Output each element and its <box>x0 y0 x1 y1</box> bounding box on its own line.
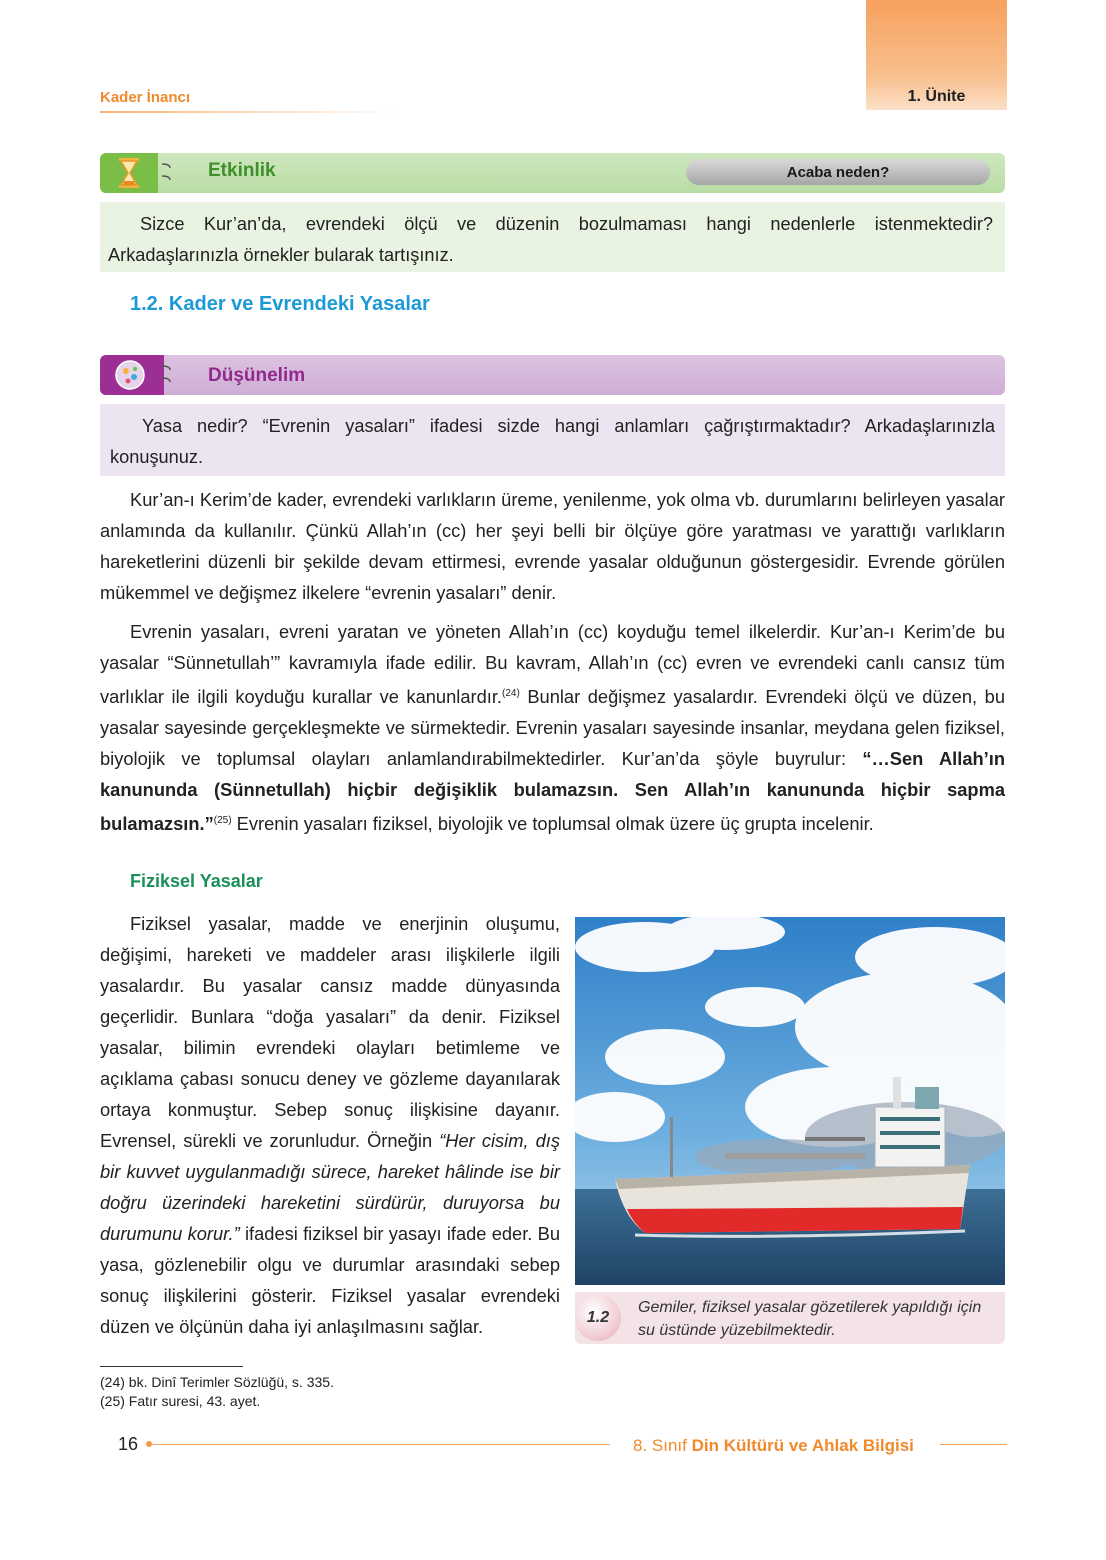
footnote-ref: (25) <box>213 815 232 827</box>
figure-number: 1.2 <box>575 1295 621 1341</box>
paragraph-1: Kur’an-ı Kerim’de kader, evrendeki varlıkların üreme, yenilenme, yok olma vb. durumlarını belirleyen yasalar anlamında da kullanılır. Çünkü Allah’ın (cc) her şeyi belli bir ölçüye göre yaratması ve yarattığı varlıkların hareketlerini düzenli bir şekilde devam ettirmesi, evrende yasalar olduğunun göstergesidir. Evrende görülen mükemmel ve değişmez ilkelere “evrenin yasaları” denir. <box>100 489 1005 603</box>
activity-tag: Acaba neden? <box>686 159 990 185</box>
quran-quote: “…Sen Allah’ın kanununda (Sünnetullah) hiçbir değişiklik bulamazsın. Sen Allah’ın kanununda hiçbir sapma bulamazsın.” <box>100 748 1005 835</box>
paragraph-2-text: Evrenin yasaları fiziksel, biyolojik ve toplumsal olmak üzere üç grupta incelenir. <box>231 813 874 835</box>
paragraph-2-text: Bunlar değişmez yasalardır. Evrendeki ölçü ve düzen, bu yasalar sayesinde gerçekleşmekte ve sürmektedir. Evrenin yasaları sayesinde insanlar, meydana gelen fiziksel, biyolojik ve toplumsal olayları anlamlandırabilmektedirler. Kur’an’da şöyle buyrulur: <box>100 686 1005 770</box>
footnote-ref: (24) <box>501 688 520 699</box>
book-name: Din Kültürü ve Ahlak Bilgisi <box>691 1436 914 1455</box>
paragraph-2-text: Evrenin yasaları, evreni yaratan ve yöneten Allah’ın (cc) koyduğu temel ilkelerdir. Kur’an-ı Kerim’de bu yasalar “Sünnetullah’” kavramıyla ifade edilir. Bu kavram, Allah’ın (cc) evren ve evrendeki canlı cansız tüm varlıklar ile ilgili koyduğu kurallar ve kanunlardır. <box>100 621 1005 708</box>
footnote: (25) Fatır suresi, 43. ayet. <box>100 1393 261 1409</box>
physical-quote: “Her cisim, dış bir kuvvet uygulanmadığı sürece, hareket hâlinde ise bir doğru üzerindeki hareketini sürdürür, duruyorsa bu durumunu korur.” <box>100 1130 560 1244</box>
ship-photo <box>575 917 1005 1285</box>
physical-text: Fiziksel yasalar, madde ve enerjinin oluşumu, değişimi, hareketi ve maddeler arası ilişkilerle ilgili yasalardır. Bu yasalar cansız madde dünyasında geçerlidir. Bunlara “doğa yasaları” da denir. Fiziksel yasalar, bilimin evrendeki olayları betimleme ve açıklama çabası sonucu deney ve gözleme dayanılarak ortaya konmuştur. Sebep sonuç ilişkisine dayanır. Evrensel, sürekli ve zorunludur. Örneğin <box>100 913 560 1151</box>
paragraph-2 <box>100 616 1005 839</box>
reflection-text: Yasa nedir? “Evrenin yasaları” ifadesi sizde hangi anlamları çağrıştırmaktadır? Arkadaşlarınızla konuşunuz. <box>110 416 995 467</box>
ring-binder-icon <box>160 160 172 186</box>
hourglass-icon <box>100 153 158 193</box>
unit-label: 1. Ünite <box>907 88 966 105</box>
topic-underline <box>100 111 400 113</box>
physical-text: ifadesi fiziksel bir yasayı ifade eder. Bu yasa, gözlenebilir olgu ve durumlar arasındaki sebep sonuç ilişkilerini gösterir. Fiziksel yasalar evrendeki düzen ve ölçünün daha iyi anlaşılmasını sağlar. <box>100 1223 560 1337</box>
activity-title: Etkinlik <box>208 160 276 181</box>
topic-title: Kader İnancı <box>100 89 191 106</box>
page-number: 16 <box>118 1434 139 1454</box>
footer-line <box>940 1444 1007 1445</box>
footer-line <box>150 1444 610 1445</box>
subsection-title: Fiziksel Yasalar <box>130 871 263 891</box>
activity-text: Sizce Kur’an’da, evrendeki ölçü ve düzenin bozulmaması hangi nedenlerle istenmektedir? Arkadaşlarınızla örnekler bularak tartışınız. <box>108 214 993 265</box>
globe-icon <box>100 355 164 395</box>
physical-laws-paragraph <box>100 908 560 1342</box>
footnote: (24) bk. Dinî Terimler Sözlüğü, s. 335. <box>100 1374 334 1390</box>
grade-label: 8. Sınıf <box>633 1436 692 1455</box>
footnote-divider <box>100 1366 243 1367</box>
book-title <box>633 1436 914 1456</box>
reflection-title: Düşünelim <box>208 365 306 386</box>
figure-caption: Gemiler, fiziksel yasalar gözetilerek yapıldığı için su üstünde yüzebilmektedir. <box>638 1299 982 1339</box>
ring-binder-icon <box>160 362 172 388</box>
section-title: 1.2. Kader ve Evrendeki Yasalar <box>130 293 430 315</box>
